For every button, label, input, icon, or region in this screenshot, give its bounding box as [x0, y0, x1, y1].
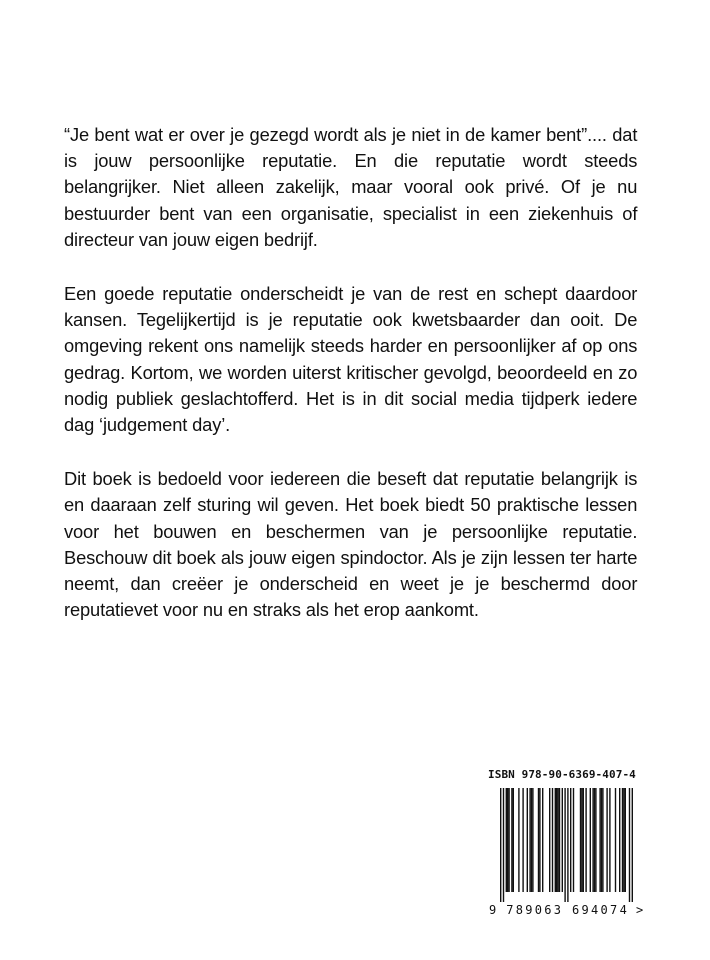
- barcode-bar: [511, 788, 512, 892]
- barcode-bar: [615, 788, 616, 892]
- barcode-bar: [552, 788, 553, 892]
- blurb-paragraph-1: “Je bent wat er over je gezegd wordt als je niet in de kamer bent”.... dat is jouw persoonlijke reputatie. En die reputatie wordt steeds belangrijker. Niet alleen zakelijk, maar vooral ook privé. Of je nu bestuurder bent van een organisatie, specialist in een ziekenhuis of directeur van jouw eigen bedrijf.: [64, 124, 638, 250]
- barcode-bar: [508, 788, 509, 892]
- barcode-bar: [599, 788, 600, 892]
- barcode-bar: [557, 788, 558, 892]
- barcode-bar: [602, 788, 603, 892]
- barcode-bar: [619, 788, 620, 892]
- barcode-first-digit: 9: [489, 903, 497, 917]
- barcode-bar: [507, 788, 508, 892]
- barcode-bar: [539, 788, 540, 892]
- barcode-bar: [573, 788, 574, 892]
- barcode-bar: [527, 788, 528, 892]
- barcode-bar: [559, 788, 560, 892]
- blurb-paragraph-2: Een goede reputatie onderscheidt je van de rest en schept daardoor kansen. Tegelijkertijd is je reputatie ook kwetsbaarder dan ooit. De omgeving rekent ons namelijk steeds harder en persoonlijker af op ons gedrag. Kortom, we worden uiterst kritischer gevolgd, beoordeeld en zo nodig publiek geslachtofferd. Het is in dit social media tijdperk iedere dag ‘judgement day’.: [64, 283, 638, 436]
- barcode-bar: [581, 788, 582, 892]
- barcode-bar: [513, 788, 514, 892]
- barcode-bar: [622, 788, 623, 892]
- barcode-bar: [595, 788, 596, 892]
- barcode-bar: [580, 788, 581, 892]
- barcode-bar: [583, 788, 584, 892]
- barcode-bar: [532, 788, 533, 892]
- isbn-barcode-block: [488, 768, 642, 920]
- barcode-bar: [567, 788, 568, 902]
- barcode-bar: [529, 788, 530, 892]
- barcode-bar: [542, 788, 543, 892]
- barcode-bar: [564, 788, 565, 902]
- barcode-bar: [503, 788, 504, 902]
- isbn-barcode: [488, 788, 642, 920]
- back-cover-blurb: [64, 122, 646, 651]
- barcode-bar: [629, 788, 630, 902]
- barcode-bar: [500, 788, 501, 902]
- barcode-bar: [606, 788, 607, 892]
- barcode-bar: [522, 788, 523, 892]
- barcode-bar: [594, 788, 595, 892]
- barcode-bar: [562, 788, 563, 892]
- barcode-bar: [625, 788, 626, 892]
- barcode-bar: [570, 788, 571, 892]
- barcode-bar: [609, 788, 610, 892]
- barcode-bar: [531, 788, 532, 892]
- barcode-bar: [590, 788, 591, 892]
- barcode-bar: [632, 788, 633, 902]
- blurb-paragraph-3: Dit boek is bedoeld voor iedereen die beseft dat reputatie belangrijk is en daaraan zelf sturing wil geven. Het boek biedt 50 praktische lessen voor het bouwen en beschermen van je persoonlijke reputatie. Beschouw dit boek als jouw eigen spindoctor. Als je zijn lessen ter harte neemt, dan creëer je onderscheid en weet je je beschermd door reputatievet voor nu en straks als het erop aankomt.: [64, 468, 638, 621]
- barcode-bar: [601, 788, 602, 892]
- barcode-right-digits: 694074: [572, 903, 627, 917]
- isbn-label: ISBN 978-90-6369-407-4: [488, 768, 636, 781]
- barcode-bar: [623, 788, 624, 892]
- barcode-bar: [585, 788, 586, 892]
- barcode-bar: [549, 788, 550, 892]
- barcode-bar: [518, 788, 519, 892]
- barcode-bar: [592, 788, 593, 892]
- barcode-bar: [556, 788, 557, 892]
- barcode-left-digits: 789063: [506, 903, 561, 917]
- barcode-bar: [555, 788, 556, 892]
- barcode-quiet-zone-marker: >: [636, 903, 644, 917]
- barcode-bar: [538, 788, 539, 892]
- barcode-bar: [506, 788, 507, 892]
